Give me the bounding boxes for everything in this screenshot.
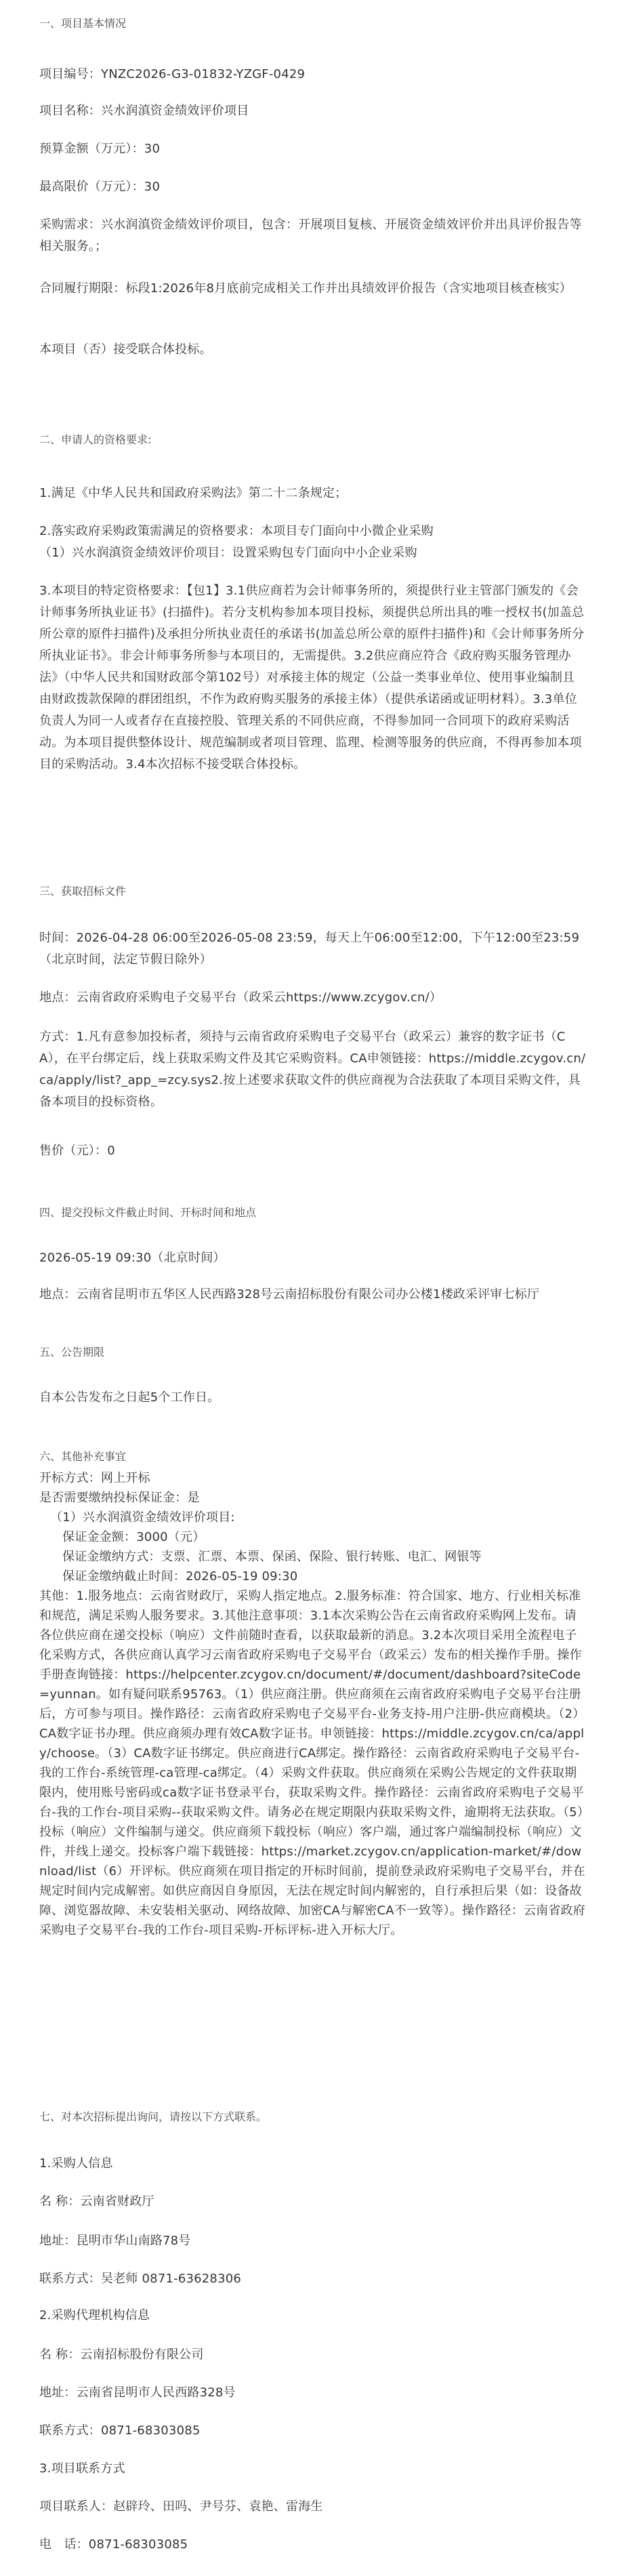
project-contact-heading: 3.项目联系方式 [39,2461,125,2476]
qualification-2: 2.落实政府采购政策需满足的资格要求：本项目专门面向中小微企业采购 [39,524,434,538]
deposit-deadline: 保证金缴纳截止时间：2026-05-19 09:30 [62,1569,298,1584]
announcement-period: 自本公告发布之日起5个工作日。 [39,1390,220,1405]
agent-name: 名 称：云南招标股份有限公司 [39,2348,204,2362]
qualification-3: 3.本项目的特定资格要求：【包1】3.1供应商若为会计师事务所的，须提供行业主管部门颁发的《会计师事务所执业证书》(扫描件)。若分支机构参加本项目投标，须提供总所出具的唯一授权书(加盖总所公章的原件扫描件)及承担分所执业责任的承诺书(加盖总所公章的原件扫描件)和《会计师事务所分所执业证书》。非会计师事务所参与本项目的，无需提供。3.2供应商应符合《政府购买服务管理办法》（中华人民共和国财政部令第102号）对承接主体的规定（公益一类事业单位、使用事业编制且由财政拨款保障的群团组织，不作为政府购买服务的承接主体）（提供承诺函或证明材料）。3.3单位负责人为同一人或者存在直接控股、管理关系的不同供应商，不得参加同一合同项下的政府采购活动。为本项目提供整体设计、规范编制或者项目管理、监理、检测等服务的供应商，不得再参加本项目的采购活动。3.4本次招标不接受联合体投标。 [39,584,585,771]
obtain-method: 方式：1.凡有意参加投标者，须持与云南省政府采购电子交易平台（政采云）兼容的数字证书（CA），在平台绑定后，线上获取采购文件及其它采购资料。CA申领链接：https://middle.zcygov.cn/ca/apply/list?_app_=zcy.sys2.按上述要求获取文件的供应商视为合法获取了本项目采购文件，具备本项目的投标资格。 [39,1030,586,1109]
section-heading-contact: 七、对本次招标提出询问，请按以下方式联系。 [39,2110,268,2123]
buyer-heading: 1.采购人信息 [39,2156,113,2171]
max-price: 最高限价（万元）：30 [39,180,161,194]
buyer-contact: 联系方式：吴老师 0871-63628306 [39,2272,242,2286]
project-number: 项目编号：YNZC2026-G3-01832-YZGF-0429 [39,67,306,81]
bid-opening-method: 开标方式：网上开标 [39,1471,150,1485]
section-heading-deadline: 四、提交投标文件截止时间、开标时间和地点 [39,1206,257,1219]
qualification-2-sub: （1）兴水润滇资金绩效评价项目：设置采购包专门面向中小企业采购 [39,546,417,560]
obtain-place: 地点：云南省政府采购电子交易平台（政采云https://www.zcygov.cn/） [39,990,442,1005]
deposit-required: 是否需要缴纳投标保证金：是 [39,1491,200,1505]
buyer-name: 名 称：云南省财政厅 [39,2194,154,2209]
agent-contact: 联系方式：0871-68303085 [39,2423,201,2438]
procurement-requirement: 采购需求：兴水润滇资金绩效评价项目，包含：开展项目复核、开展资金绩效评价并出具评价报告等相关服务。； [39,218,582,254]
deposit-amount: 保证金金额：3000（元） [62,1530,205,1544]
contract-period: 合同履行期限：标段1:2026年8月底前完成相关工作并出具绩效评价报告（含实地项目核查核实） [39,281,572,296]
bid-info-list [39,1468,587,1586]
section-heading-period: 五、公告期限 [39,1346,105,1359]
obtain-time: 时间：2026-04-28 06:00至2026-05-08 23:59，每天上午06:00至12:00，下午12:00至23:59（北京时间，法定节假日除外） [39,931,580,967]
agent-address: 地址：云南省昆明市人民西路328号 [39,2386,236,2400]
budget-amount: 预算金额（万元）：30 [39,142,161,156]
deadline-place: 地点：云南省昆明市五华区人民西路328号云南招标股份有限公司办公楼1楼政采评审七标厅 [39,1287,540,1302]
deposit-package: （1）兴水润滇资金绩效评价项目: [50,1510,235,1525]
qualification-1: 1.满足《中华人民共和国政府采购法》第二十二条规定； [39,486,348,500]
obtain-price: 售价（元）：0 [39,1144,115,1158]
agent-heading: 2.采购代理机构信息 [39,2308,150,2322]
buyer-address: 地址：昆明市华山南路78号 [39,2234,191,2248]
section-heading-obtain: 三、获取招标文件 [39,885,127,898]
consortium-note: 本项目（否）接受联合体投标。 [39,342,212,357]
section-heading-other: 六、其他补充事宜 [39,1450,127,1463]
project-contact-phone: 电 话：0871-68303085 [39,2537,188,2552]
deadline-time: 2026-05-19 09:30（北京时间） [39,1251,226,1265]
section-heading-qualification: 二、申请人的资格要求: [39,433,152,446]
section-heading-basic: 一、项目基本情况 [39,17,127,30]
project-name: 项目名称：兴水润滇资金绩效评价项目 [39,104,249,118]
other-matters: 其他：1.服务地点：云南省财政厅，采购人指定地点。2.服务标准：符合国家、地方、行业相关标准和规范，满足采购人服务要求。3.其他注意事项：3.1本次采购公告在云南省政府采购网上发布。请各位供应商在递交投标（响应）文件前随时查看，以获取最新的消息。3.2本次项目采用全流程电子化采购方式，各供应商认真学习云南省政府采购电子交易平台（政采云）发布的相关操作手册。操作手册查询链接：https://helpcenter.zcygov.cn/document/#/document/dashboard?siteCode=yunnan。如有疑问联系95763。（1）供应商注册。供应商须在云南省政府采购电子交易平台注册后，方可参与项目。操作路径：云南省政府采购电子交易平台-业务支持-用户注册-供应商模块。（2）CA数字证书办理。供应商须办理有效CA数字证书。申领链接：https://middle.zcygov.cn/ca/apply/choose。（3）CA数字证书绑定。供应商进行CA绑定。操作路径：云南省政府采购电子交易平台-我的工作台-系统管理-ca管理-ca绑定。（4）采购文件获取。供应商须在采购公告规定的文件获取期限内，使用账号密码或ca数字证书登录平台，获取采购文件。操作路径：云南省政府采购电子交易平台-我的工作台-项目采购--获取采购文件。请务必在规定期限内获取采购文件，逾期将无法获取。（5）投标（响应）文件编制与递交。供应商须下载投标（响应）客户端，通过客户端编制投标（响应）文件，并线上递交。投标客户端下载链接：https://market.zcygov.cn/application-market/#/download/list（6）开评标。供应商须在项目指定的开标时间前，提前登录政府采购电子交易平台，并在规定时间内完成解密。如供应商因自身原因，无法在规定时间内解密的，自行承担后果（如：设备故障、浏览器故障、未安装相关驱动、网络故障、加密CA与解密CA不一致等）。操作路径：云南省政府采购电子交易平台-我的工作台-项目采购-开标评标-进入开标大厅。 [39,1589,585,1937]
deposit-method: 保证金缴纳方式：支票、汇票、本票、保函、保险、银行转账、电汇、网银等 [62,1550,482,1564]
project-contact-people: 项目联系人：赵辟玲、田吗、尹号芬、袁艳、雷海生 [39,2499,323,2514]
